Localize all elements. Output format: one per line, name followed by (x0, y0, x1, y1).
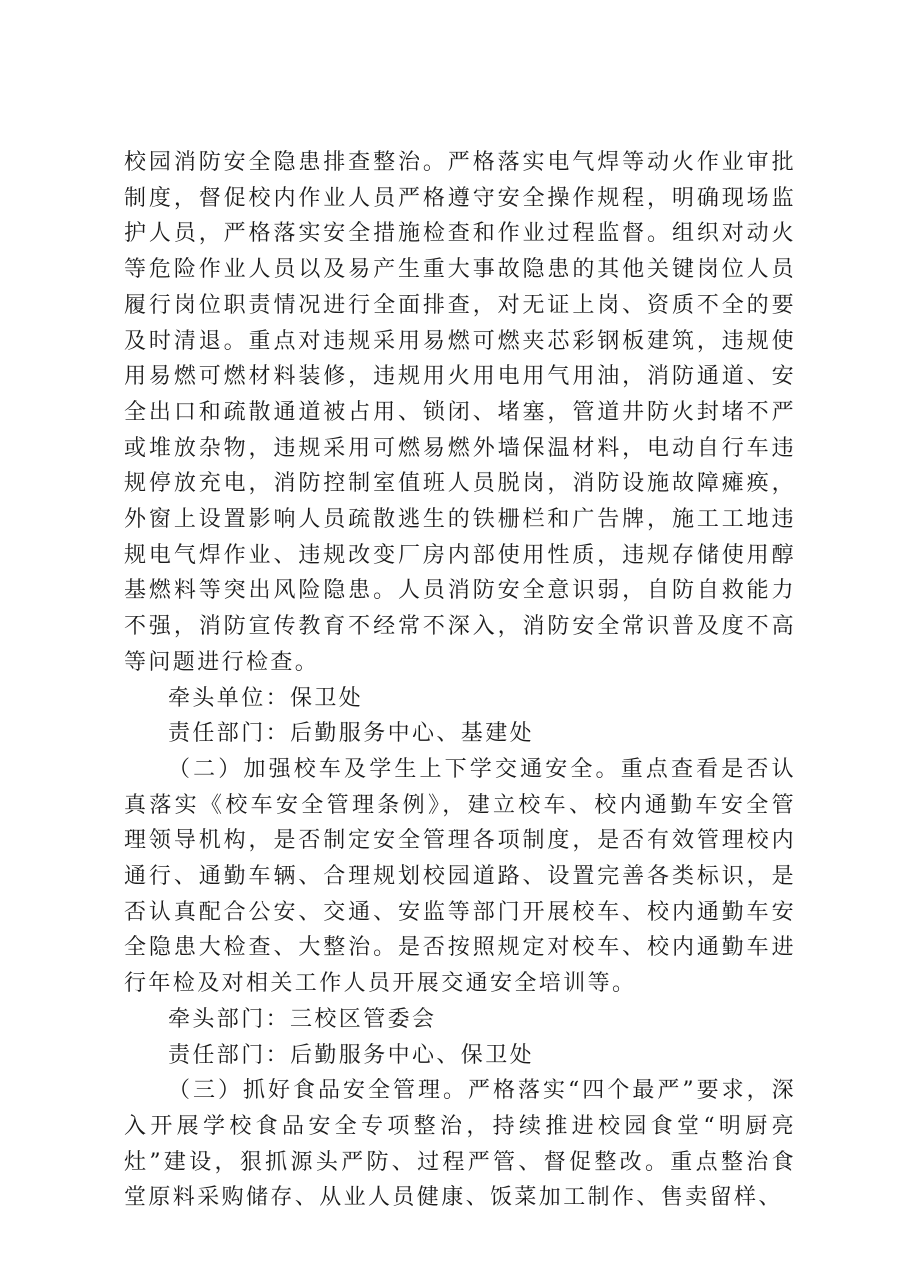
lead-unit-line: 牵头单位：保卫处 (168, 685, 364, 711)
responsible-dept-line: 责任部门：后勤服务中心、基建处 (168, 721, 535, 747)
paragraph-food-safety: （三）抓好食品安全管理。严格落实“四个最严”要求，深入开展学校食品安全专项整治，持续推进校园食堂“明厨亮灶”建设，狠抓源头严防、过程严管、督促整改。重点整治食堂原料采购储存、从业人员健康、饭菜加工制作、售卖留样、 (124, 1078, 796, 1211)
paragraph-fire-safety: 校园消防安全隐患排查整治。严格落实电气焊等动火作业审批制度，督促校内作业人员严格遵守安全操作规程，明确现场监护人员，严格落实安全措施检查和作业过程监督。组织对动火等危险作业人员以及易产生重大事故隐患的其他关键岗位人员履行岗位职责情况进行全面排查，对无证上岗、资质不全的要及时清退。重点对违规采用易燃可燃夹芯彩钢板建筑，违规使用易燃可燃材料装修，违规用火用电用气用油，消防通道、安全出口和疏散通道被占用、锁闭、堵塞，管道井防火封堵不严或堆放杂物，违规采用可燃易燃外墙保温材料，电动自行车违规停放充电，消防控制室值班人员脱岗，消防设施故障瘫痪，外窗上设置影响人员疏散逃生的铁栅栏和广告牌，施工工地违规电气焊作业、违规改变厂房内部使用性质，违规存储使用醇基燃料等突出风险隐患。人员消防安全意识弱，自防自救能力不强，消防宣传教育不经常不深入，消防安全常识普及度不高等问题进行检查。 (124, 150, 796, 675)
lead-dept-line: 牵头部门：三校区管委会 (168, 1006, 437, 1032)
document-body (124, 145, 796, 1216)
responsible-dept-line-2: 责任部门：后勤服务中心、保卫处 (168, 1042, 535, 1068)
paragraph-traffic-safety: （二）加强校车及学生上下学交通安全。重点查看是否认真落实《校车安全管理条例》，建立校车、校内通勤车安全管理领导机构，是否制定安全管理各项制度，是否有效管理校内通行、通勤车辆、合理规划校园道路、设置完善各类标识，是否认真配合公安、交通、安监等部门开展校车、校内通勤车安全隐患大检查、大整治。是否按照规定对校车、校内通勤车进行年检及对相关工作人员开展交通安全培训等。 (124, 756, 796, 997)
